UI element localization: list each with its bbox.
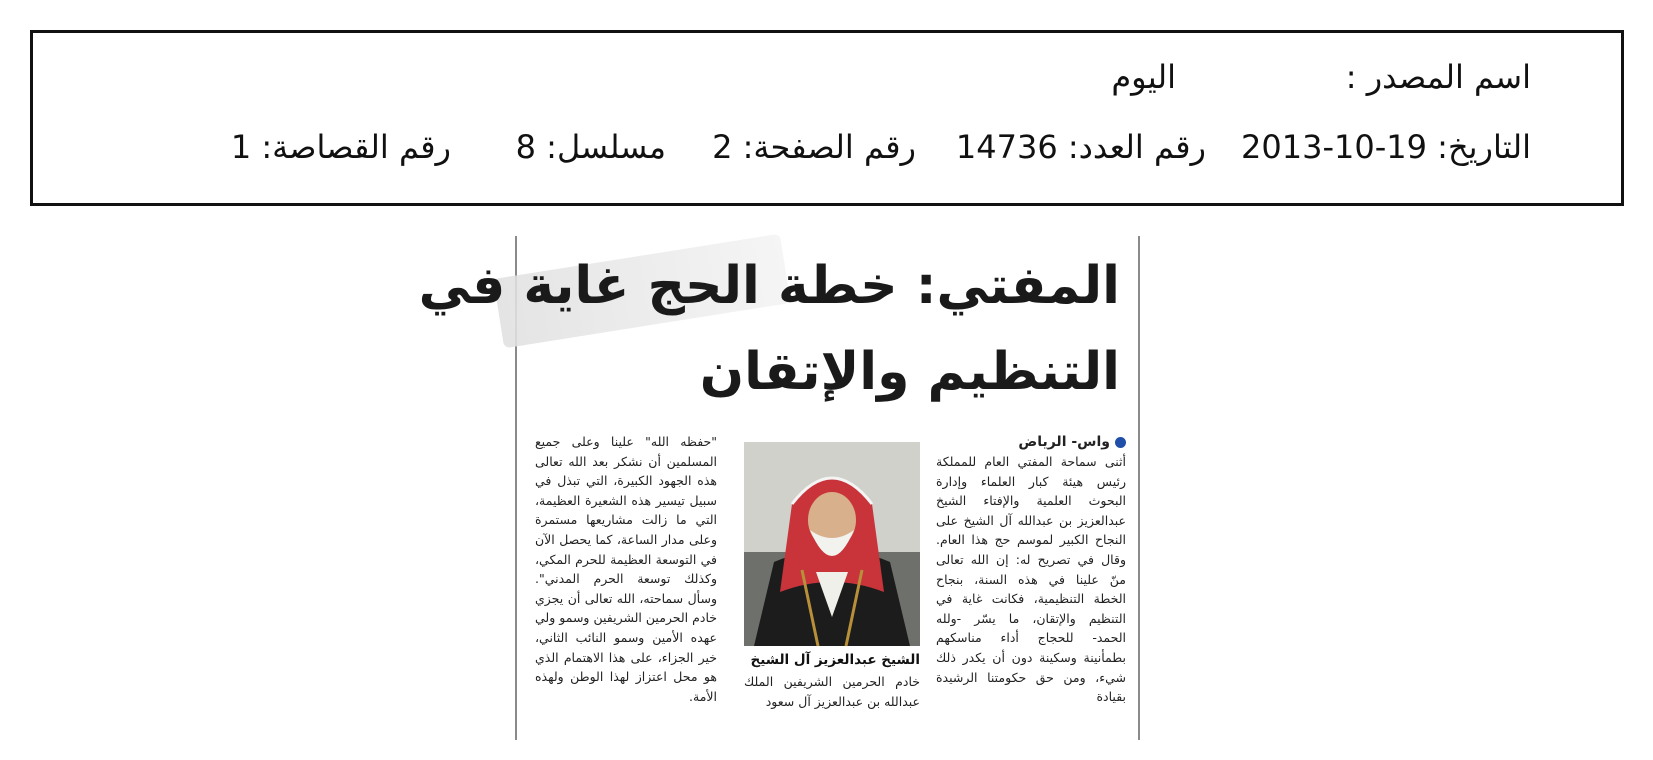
date-field: التاريخ: 19-10-2013 <box>1241 128 1531 166</box>
headline-line-1: المفتي: خطة الحج غاية في <box>418 256 1120 316</box>
headline-line-2: التنظيم والإتقان <box>699 342 1120 402</box>
article-body-right: أثنى سماحة المفتي العام للمملكة رئيس هيئة كبار العلماء وإدارة البحوث العلمية والإفتاء الشيخ عبدالعزيز بن عبدالله آل الشيخ على النجاح الكبير لموسم حج هذا العام. وقال في تصريح له: إن الله تعالى منّ علينا في هذه السنة، بنجاح الخطة التنظيمية، فكانت غاية في التنظيم والإتقان، ما يسّر -ولله الحمد- للحجاج أداء مناسكهم بطمأنينة وسكينة دون أن يكدر ذلك شيء، ومن حق حكومتنا الرشيدة بقيادة <box>936 454 1126 705</box>
source-label: اسم المصدر : <box>1345 58 1531 96</box>
dateline <box>936 432 1126 452</box>
page-number-field: رقم الصفحة: 2 <box>712 128 916 166</box>
sheikh-photo <box>744 442 920 646</box>
metadata-box <box>30 30 1624 206</box>
clipping-number-field: رقم القصاصة: 1 <box>230 128 451 166</box>
article-body-middle: خادم الحرمين الشريفين الملك عبدالله بن عبدالعزيز آل سعود <box>744 674 920 709</box>
newspaper-clipping <box>418 236 1140 740</box>
serial-field: مسلسل: 8 <box>515 128 666 166</box>
article-body-left: "حفظه الله" علينا وعلى جميع المسلمين أن نشكر بعد الله تعالى هذه الجهود الكبيرة، التي تبذل في سبيل تيسير هذه الشعيرة العظيمة، التي ما زالت مشاريعها مستمرة وعلى مدار الساعة، كما يحصل الآن في التوسعة العظيمة للحرم المكي، وكذلك توسعة الحرم المدني". وسأل سماحته، الله تعالى أن يجزي خادم الحرمين الشريفين وسمو ولي عهده الأمين وسمو النائب الثاني، خير الجزاء، على هذا الاهتمام الذي هو محل اعتزاز لهذا الوطن ولهذه الأمة. <box>535 434 717 704</box>
source-value: اليوم <box>1111 58 1176 96</box>
photo-caption: الشيخ عبدالعزيز آل الشيخ <box>750 652 920 668</box>
article-column-right <box>936 432 1126 707</box>
issue-number-field: رقم العدد: 14736 <box>955 128 1206 166</box>
portrait-illustration <box>744 442 920 646</box>
dateline-text: واس- الرياض <box>1018 434 1110 450</box>
blue-dot-icon <box>1115 437 1126 448</box>
